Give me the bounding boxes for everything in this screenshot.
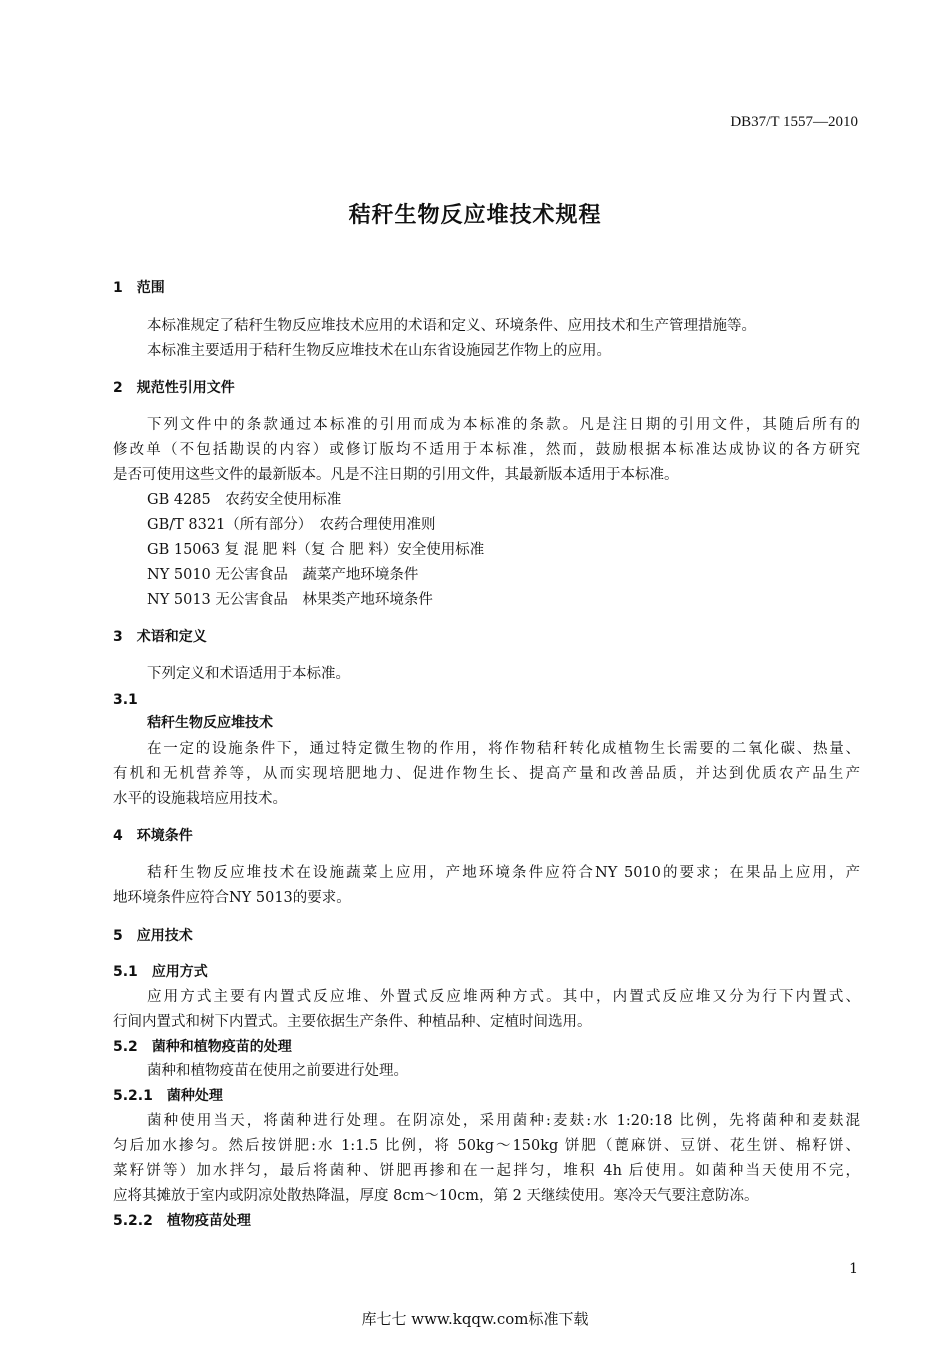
page-number: 1: [849, 1261, 858, 1277]
paragraph-line: 应将其摊放于室内或阴凉处散热降温，厚度 8cm～10cm，第 2 天继续使用。寒冷天气要注意防冻。: [113, 1188, 759, 1204]
paragraph-line: 菌种使用当天，将菌种进行处理。在阴凉处，采用菌种:麦麸:水 1:20:18 比例，先将菌种和麦麸混: [147, 1113, 860, 1129]
clause-5-2-heading: [113, 1037, 292, 1057]
section-number: 2: [113, 380, 123, 396]
section-title: 范围: [136, 280, 165, 296]
clause-number: 5.2.2: [113, 1213, 153, 1229]
paragraph-line: 下列文件中的条款通过本标准的引用而成为本标准的条款。凡是注日期的引用文件，其随后所有的: [147, 417, 860, 433]
definition-line: 在一定的设施条件下，通过特定微生物的作用，将作物秸秆转化成植物生长需要的二氧化碳、热量、: [147, 741, 860, 757]
section-number: 4: [113, 828, 123, 844]
clause-number: 5.2.1: [113, 1088, 153, 1104]
paragraph-line: 菜籽饼等）加水拌匀，最后将菌种、饼肥再掺和在一起拌匀，堆积 4h 后使用。如菌种当天使用不完，: [113, 1163, 860, 1179]
clause-5-2-1-heading: [113, 1086, 223, 1106]
paragraph-line: 秸秆生物反应堆技术在设施蔬菜上应用，产地环境条件应符合NY 5010的要求；在果品上应用，产: [147, 865, 860, 881]
section-title: 应用技术: [136, 928, 193, 944]
reference-item: GB/T 8321（所有部分） 农药合理使用准则: [147, 517, 436, 533]
section-number: 3: [113, 629, 123, 645]
section-5-heading: [113, 926, 193, 946]
reference-item: NY 5010 无公害食品 蔬菜产地环境条件: [147, 567, 419, 583]
clause-number: 5.2: [113, 1039, 138, 1055]
clause-5-2-2-heading: [113, 1211, 251, 1231]
section-4-heading: [113, 826, 193, 846]
paragraph-line: 修改单（不包括勘误的内容）或修订版均不适用于本标准，然而，鼓励根据本标准达成协议的各方研究: [113, 442, 860, 458]
reference-item: GB 15063 复 混 肥 料（复 合 肥 料）安全使用标准: [147, 542, 485, 558]
paragraph-line: 行间内置式和树下内置式。主要依据生产条件、种植品种、定植时间选用。: [113, 1014, 592, 1030]
paragraph: 本标准主要适用于秸秆生物反应堆技术在山东省设施园艺作物上的应用。: [147, 343, 611, 359]
clause-title: 菌种和植物疫苗的处理: [151, 1039, 292, 1055]
section-title: 规范性引用文件: [136, 380, 235, 396]
clause-5-1-heading: [113, 962, 208, 982]
reference-item: NY 5013 无公害食品 林果类产地环境条件: [147, 592, 433, 608]
clause-title: 植物疫苗处理: [166, 1213, 251, 1229]
document-title: 秸秆生物反应堆技术规程: [348, 203, 602, 228]
paragraph: 菌种和植物疫苗在使用之前要进行处理。: [147, 1063, 408, 1079]
clause-title: 应用方式: [151, 964, 208, 980]
section-title: 术语和定义: [136, 629, 207, 645]
section-number: 5: [113, 928, 123, 944]
paragraph: 下列定义和术语适用于本标准。: [147, 666, 350, 682]
section-title: 环境条件: [136, 828, 193, 844]
section-3-heading: [113, 627, 207, 647]
definition-line: 水平的设施栽培应用技术。: [113, 791, 287, 807]
definition-line: 有机和无机营养等，从而实现培肥地力、促进作物生长、提高产量和改善品质，并达到优质农产品生产: [113, 766, 860, 782]
paragraph-line: 是否可使用这些文件的最新版本。凡是不注日期的引用文件，其最新版本适用于本标准。: [113, 467, 679, 483]
paragraph: 本标准规定了秸秆生物反应堆技术应用的术语和定义、环境条件、应用技术和生产管理措施等。: [147, 318, 756, 334]
term-title: 秸秆生物反应堆技术: [147, 715, 273, 731]
clause-number: 3.1: [113, 692, 138, 708]
standard-code: DB37/T 1557—2010: [730, 114, 858, 130]
section-number: 1: [113, 280, 123, 296]
section-2-heading: [113, 378, 235, 398]
paragraph-line: 匀后加水掺匀。然后按饼肥:水 1:1.5 比例，将 50kg～150kg 饼肥（蓖麻饼、豆饼、花生饼、棉籽饼、: [113, 1138, 860, 1154]
paragraph-line: 应用方式主要有内置式反应堆、外置式反应堆两种方式。其中，内置式反应堆又分为行下内置式、: [147, 989, 860, 1005]
footer-watermark: 库七七 www.kqqw.com标准下载: [361, 1310, 589, 1328]
reference-item: GB 4285 农药安全使用标准: [147, 492, 342, 508]
clause-number: 5.1: [113, 964, 138, 980]
clause-title: 菌种处理: [166, 1088, 223, 1104]
section-1-heading: [113, 278, 165, 298]
paragraph-line: 地环境条件应符合NY 5013的要求。: [113, 890, 351, 906]
